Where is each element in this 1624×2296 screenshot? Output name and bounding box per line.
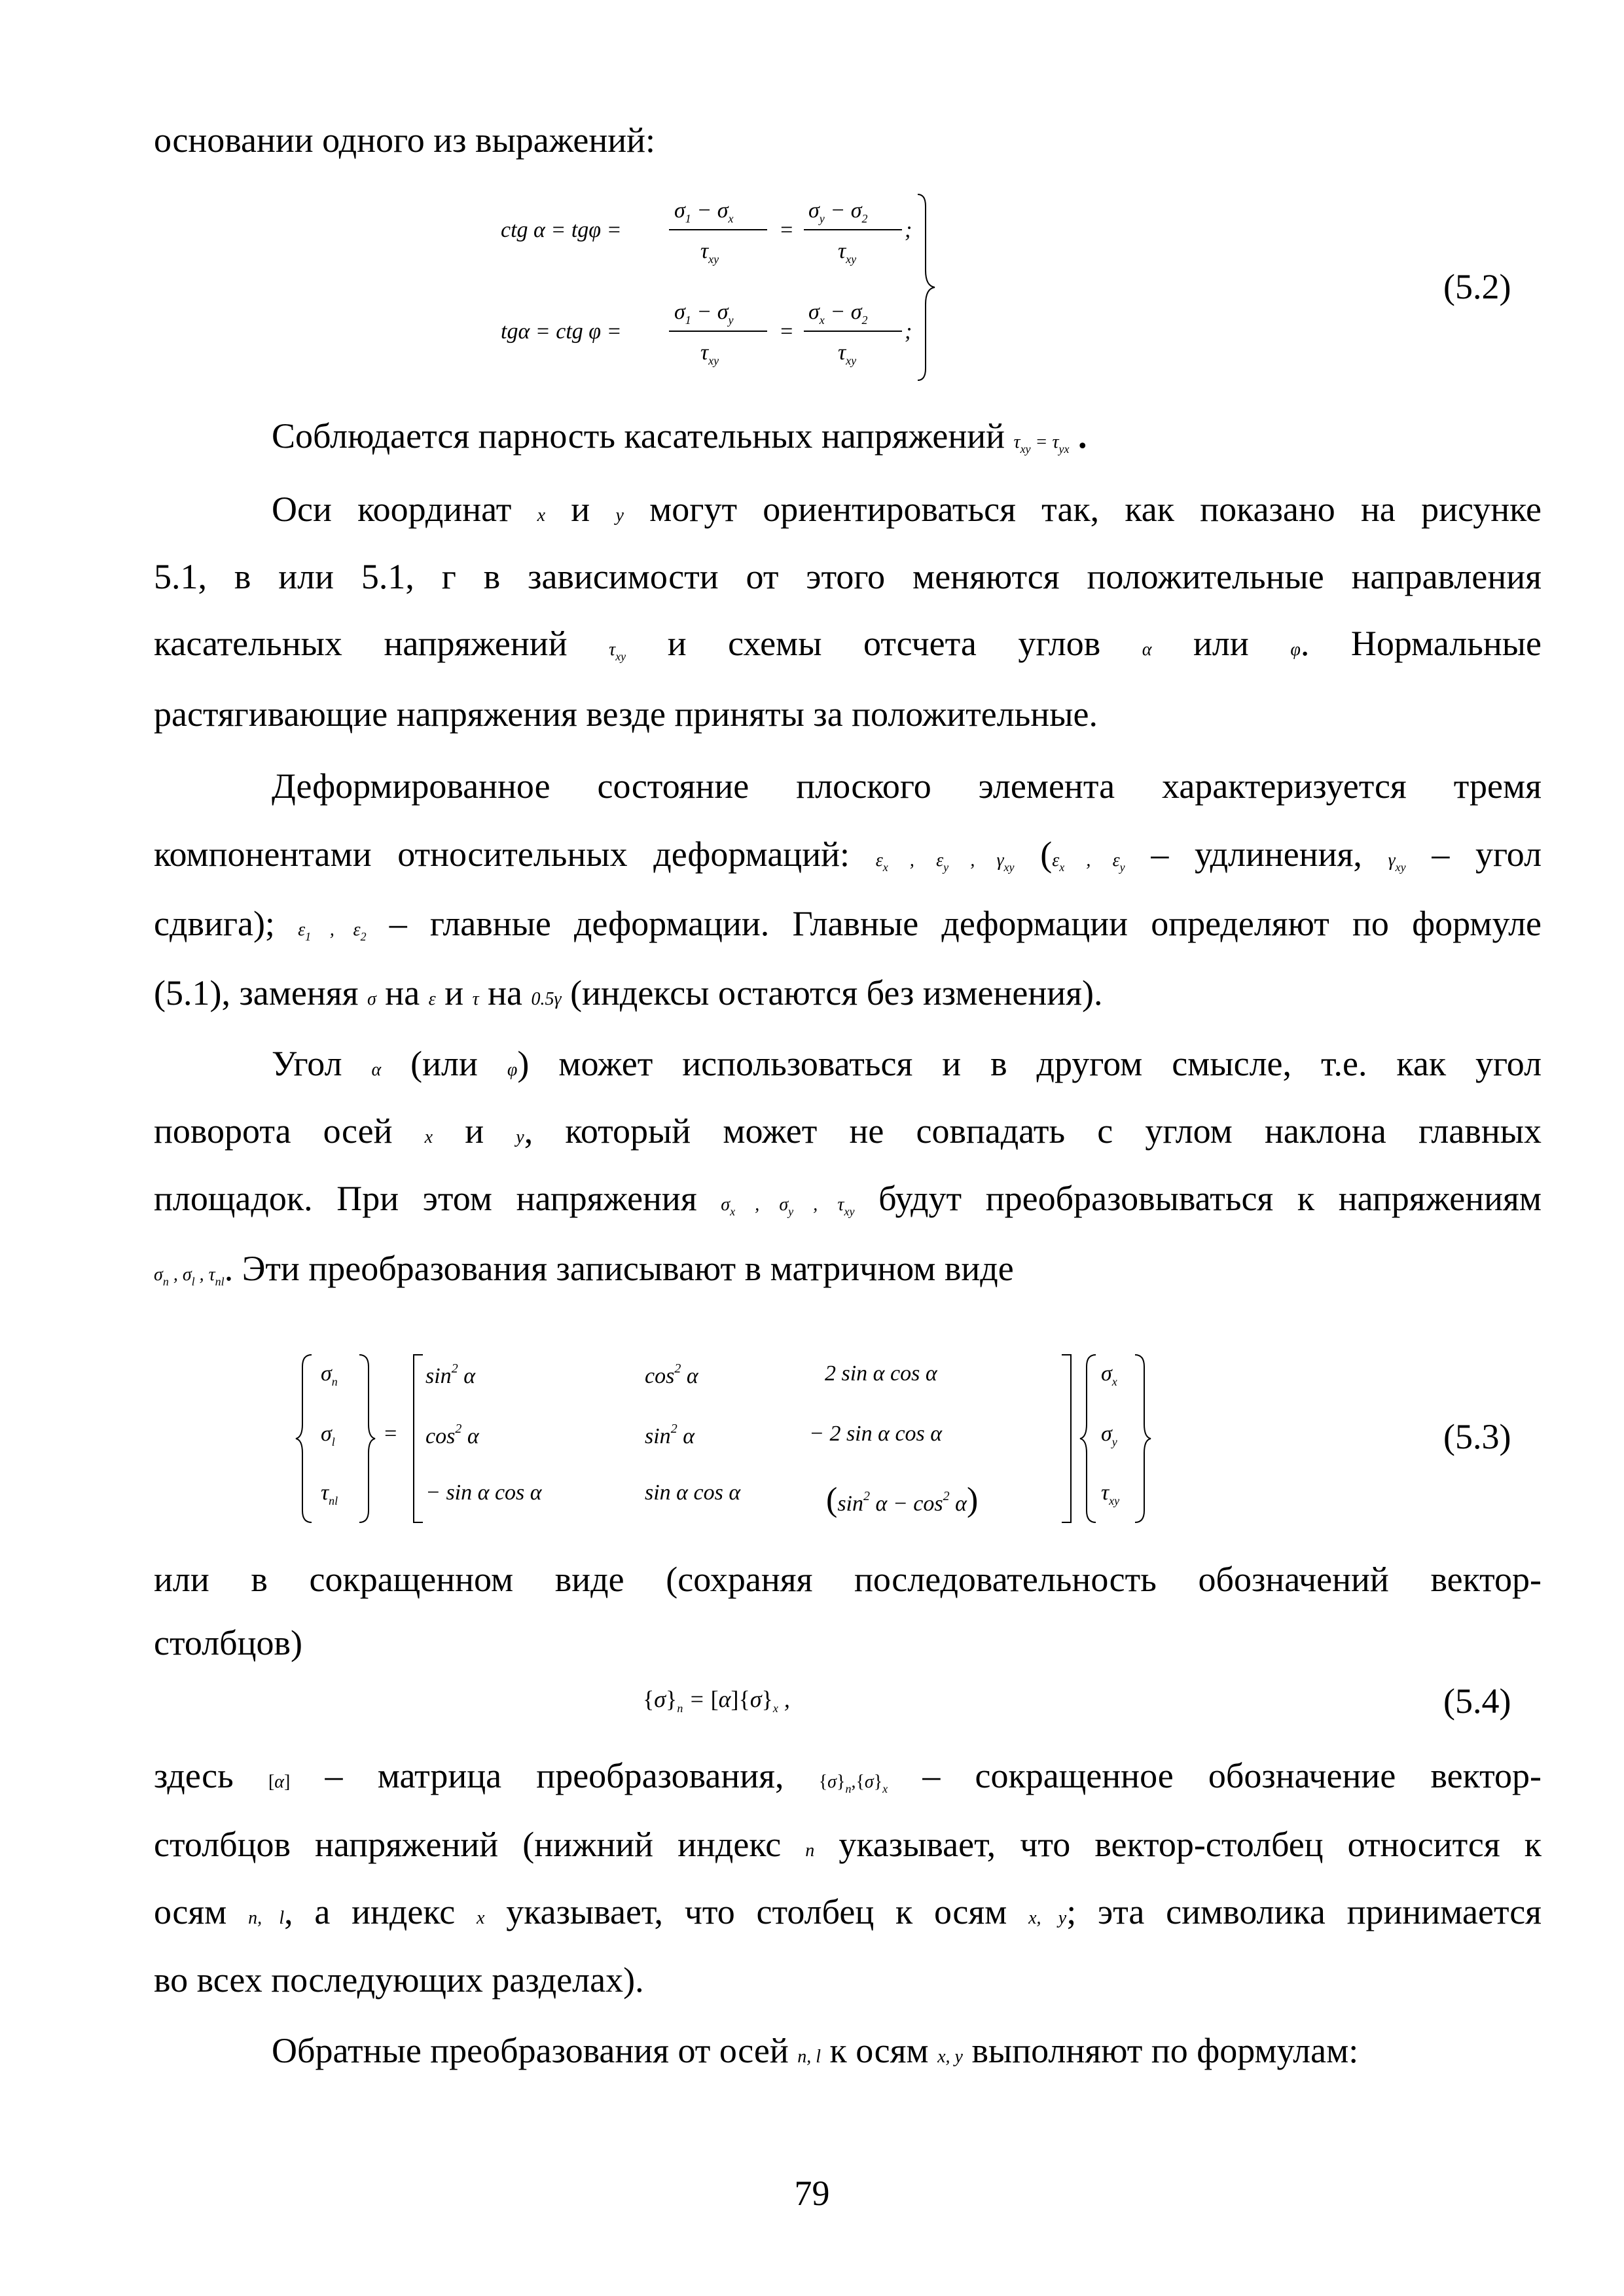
text-line-6: растягивающие напряжения везде приняты за положительные.	[154, 694, 1098, 734]
right-brace-icon	[357, 1354, 376, 1525]
text-line-10: (5.1), заменяя σ на ε и τ на 0.5γ (индексы остаются без изменения).	[154, 973, 1103, 1013]
text-line-9: сдвига); $\varepsilon_1$ , $\varepsilon_2$ – главные деформации. Главные деформации определяют по формуле	[154, 904, 1542, 943]
equation-5-4: $\{\sigma\}_n = [\alpha]\{\sigma\}_x$ ,	[643, 1686, 790, 1715]
text-line-21: Обратные преобразования от осей n, l к осям x, y выполняют по формулам:	[272, 2031, 1359, 2070]
text-line-5: касательных напряжений $\tau_{xy}$ и схемы отсчета углов α или φ. Нормальные	[154, 624, 1542, 663]
text-line-19: осям n, l, а индекс x указывает, что столбец к осям x, y; эта символика принимается	[154, 1892, 1542, 1931]
text-line-15: или в сокращенном виде (сохраняя последовательность обозначений вектор-	[154, 1560, 1542, 1599]
left-brace-icon	[1079, 1354, 1098, 1525]
left-brace-icon	[295, 1354, 314, 1525]
equation-number-5-2: (5.2)	[1443, 267, 1511, 306]
text-line-18: столбцов напряжений (нижний индекс n указывает, что вектор-столбец относится к	[154, 1825, 1542, 1864]
text-line-4: 5.1, в или 5.1, г в зависимости от этого меняются положительные направления	[154, 557, 1542, 596]
text-line-3: Оси координат x и y могут ориентироваться так, как показано на рисунке	[272, 490, 1542, 529]
text-line-11: Угол α (или φ) может использоваться и в другом смысле, т.е. как угол	[272, 1044, 1542, 1083]
equation-number-5-4: (5.4)	[1443, 1681, 1511, 1721]
right-brace-icon	[1132, 1354, 1152, 1525]
text-line-14: $\sigma_n$ , $\sigma_l$ , $\tau_{nl}$. Эти преобразования записывают в матричном виде	[154, 1249, 1014, 1288]
equation-number-5-3: (5.3)	[1443, 1417, 1511, 1456]
text-line-12: поворота осей x и y, который может не совпадать с углом наклона главных	[154, 1111, 1542, 1151]
text-line-2: Соблюдается парность касательных напряжений $\tau_{xy} = \tau_{yx}$ .	[272, 416, 1087, 456]
right-bracket-icon	[1060, 1354, 1074, 1525]
left-bracket-icon	[411, 1354, 424, 1525]
text-line-16: столбцов)	[154, 1623, 302, 1662]
text-line-20: во всех последующих разделах).	[154, 1960, 644, 2000]
page-number: 79	[794, 2174, 830, 2213]
text-line-1: основании одного из выражений:	[154, 120, 656, 160]
text-line-8: компонентами относительных деформаций: $\varepsilon_x$ , $\varepsilon_y$ , $\gamma_{xy}$ ($\varepsilon_x$ , $\varepsilon_y$ – удлинения, $\gamma_{xy}$ – угол	[154, 834, 1542, 874]
text-line-7: Деформированное состояние плоского элемента характеризуется тремя	[272, 766, 1542, 806]
right-brace-icon	[916, 193, 936, 383]
text-line-17: здесь [α] – матрица преобразования, $\{\sigma\}_n,\{\sigma\}_x$ – сокращенное обозначение вектор-	[154, 1756, 1542, 1795]
document-page: основании одного из выражений: ctg α = tgφ = $\sigma_1 - \sigma_x$ $\tau_{xy}$ = $\sigma_y - \sigma_2$ $\tau_{xy}$ ; tgα = ctg φ = $\sigma_1 - \sigma_y$ $\tau_{xy}$ = $\sigma_x - \sigma_2$ $\tau_{xy}$ ; (5.2) Соблюдается парность касательных напряжений $\tau_{xy} = \tau_{yx}$ . Оси координат x и y могут ориентироваться так, как показано на рисунке 5.1, в или 5.1, г в зависимости от этого меняются положительные направления касательных напряжений $\tau_{xy}$ и схемы отсчета углов α или φ. Нормальные растягивающие напряжения везде приняты за положительные. Деформированное состояние плоского элемента характеризуется тремя компонентами относительных деформаций: $\varepsilon_x$ , $\varepsilon_y$ , $\gamma_{xy}$ ($\varepsilon_x$ , $\varepsilon_y$ – удлинения, $\gamma_{xy}$ – угол сдвига); $\varepsilon_1$ , $\varepsilon_2$ – главные деформации. Главные деформации определяют по формуле (5.1), заменяя σ на ε и τ на 0.5γ (индексы остаются без изменения). Угол α (или φ) может использоваться и в другом смысле, т.е. как угол поворота осей x и y, который может не совпадать с углом наклона главных площадок. При этом напряжения $\sigma_x$ , $\sigma_y$ , $\tau_{xy}$ будут преобразовываться к напряжениям $\sigma_n$ , $\sigma_l$ , $\tau_{nl}$. Эти преобразования записывают в матричном виде $\sigma_n$ $\sigma_l$ $\tau_{nl}$ = $\sin^2 \alpha$ $\cos^2 \alpha$ 2 sin α cos α $\cos^2 \alpha$ $\sin^2 \alpha$ − 2 sin α cos α − sin α cos α sin α cos α ($\sin^2$ $\alpha - \cos^2 \alpha$) $\sigma_x$ $\sigma_y$ $\tau_{xy}$ (5.3) или в сокращенном виде (сохраняя последовательность обозначений вектор- столбцов) $\{\sigma\}_n = [\alpha]\{\sigma\}_x$ , (5.4) здесь [α] – матрица преобразования, $\{\sigma\}_n,\{\sigma\}_x$ – сокращенное обозначение вектор- столбцов напряжений (нижний индекс n указывает, что вектор-столбец относится к осям n, l, а индекс x указывает, что столбец к осям x, y; эта символика принимается во всех последующих разделах). Обратные преобразования от осей n, l к осям x, y выполняют по формулам: 79	[0, 0, 1624, 2296]
text-line-13: площадок. При этом напряжения $\sigma_x$ , $\sigma_y$ , $\tau_{xy}$ будут преобразовываться к напряжениям	[154, 1179, 1542, 1218]
